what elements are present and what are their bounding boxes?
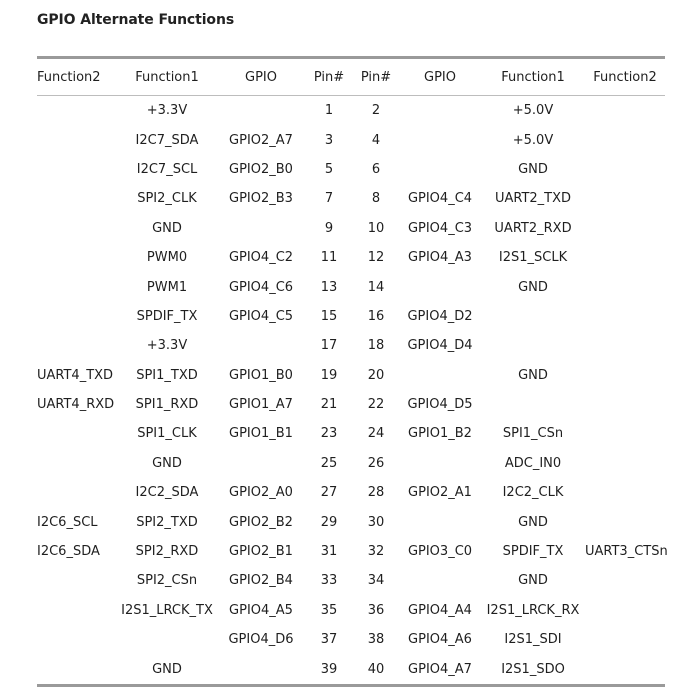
cell-function2-right [585,419,665,448]
cell-pin-right: 12 [367,250,385,266]
cell-function2-left [37,419,117,448]
cell-function2-left [37,331,117,360]
cell-pin-left: 39 [320,661,338,677]
table-row [37,625,665,654]
cell-function1-left: SPI2_RXD [135,544,199,560]
cell-function2-left [37,654,117,685]
cell-function2-right [585,184,665,213]
cell-pin-right: 20 [367,367,385,383]
cell-pin-right: 14 [367,279,385,295]
table-body [37,96,668,686]
table-row [37,507,665,536]
cell-pin-left: 5 [324,161,334,177]
cell-function2-right [585,478,665,507]
cell-pin-left: 33 [320,573,338,589]
cell-gpio-left: GPIO4_D6 [228,632,294,648]
cell-function1-right: GND [518,279,548,295]
cell-function2-right [585,449,665,478]
table-row [37,596,665,625]
cell-function2-left: UART4_TXD [37,367,114,383]
cell-function1-left: +3.3V [146,338,188,354]
cell-gpio-right: GPIO4_D5 [407,397,473,413]
cell-function1-right: I2C2_CLK [502,485,564,501]
header-function2-left: Function2 [37,58,117,96]
cell-pin-left: 1 [324,103,334,119]
cell-gpio-left [217,331,305,360]
cell-pin-right: 16 [367,308,385,324]
cell-pin-left: 21 [320,397,338,413]
cell-gpio-right: GPIO2_A1 [408,485,472,501]
cell-function2-right [585,243,665,272]
table-row [37,155,665,184]
cell-function1-left: SPI2_TXD [136,514,198,530]
cell-pin-right: 18 [367,338,385,354]
cell-gpio-right: GPIO4_A4 [408,602,472,618]
cell-pin-left: 17 [320,338,338,354]
cell-gpio-right [399,449,481,478]
cell-function1-left: SPI1_TXD [136,367,198,383]
cell-pin-right: 10 [367,220,385,236]
cell-pin-right: 32 [367,544,385,560]
table-row [37,478,665,507]
cell-function1-right [481,390,585,419]
cell-function1-left: +3.3V [146,103,188,119]
table-row [37,654,665,685]
table-row [37,184,665,213]
cell-function2-left [37,596,117,625]
cell-pin-left: 27 [320,485,338,501]
header-function1-right: Function1 [481,58,585,96]
cell-gpio-left: GPIO1_B1 [229,426,293,442]
cell-function2-left [37,214,117,243]
cell-function2-left [37,625,117,654]
cell-pin-left: 37 [320,632,338,648]
cell-gpio-right [399,507,481,536]
cell-function2-left [37,125,117,154]
cell-gpio-right: GPIO4_C3 [407,220,473,236]
cell-function2-left [37,243,117,272]
table-row [37,243,665,272]
cell-pin-left: 29 [320,514,338,530]
cell-pin-right: 40 [367,661,385,677]
header-gpio-left: GPIO [217,58,305,96]
cell-gpio-left: GPIO4_A5 [229,602,293,618]
cell-gpio-left: GPIO4_C2 [228,250,294,266]
header-function2-right: Function2 [585,58,665,96]
cell-function1-right: +5.0V [512,103,554,119]
cell-function1-left: I2S1_LRCK_TX [121,602,213,618]
cell-function1-right: GND [518,573,548,589]
cell-function2-left [37,566,117,595]
cell-function2-left: I2C6_SDA [37,544,100,560]
cell-gpio-right: GPIO4_A3 [408,250,472,266]
cell-gpio-left: GPIO4_C5 [228,308,294,324]
cell-pin-left: 13 [320,279,338,295]
table-row [37,125,665,154]
cell-function2-right [585,125,665,154]
cell-pin-right: 26 [367,455,385,471]
cell-function2-left: I2C6_SCL [37,514,98,530]
cell-function2-right [585,214,665,243]
table-row [37,331,665,360]
cell-pin-left: 9 [324,220,334,236]
cell-function2-left [37,478,117,507]
cell-function2-left [37,184,117,213]
cell-function2-right [585,654,665,685]
table-row [37,302,665,331]
cell-pin-left: 19 [320,367,338,383]
cell-gpio-right: GPIO4_A6 [408,632,472,648]
cell-gpio-left: GPIO2_B3 [229,191,293,207]
table-row [37,419,665,448]
cell-function2-right [585,566,665,595]
cell-gpio-right [399,361,481,390]
cell-function1-left: PWM0 [146,250,188,266]
cell-function2-right [585,96,665,126]
cell-pin-right: 8 [371,191,381,207]
cell-pin-right: 2 [371,103,381,119]
cell-function1-right: I2S1_SCLK [498,250,568,266]
table-row [37,272,665,301]
cell-function1-right: I2S1_LRCK_RX [486,602,580,618]
cell-function2-left [37,302,117,331]
cell-function2-right [585,596,665,625]
cell-function1-right: +5.0V [512,132,554,148]
cell-gpio-right: GPIO4_D4 [407,338,473,354]
cell-gpio-right: GPIO4_A7 [408,661,472,677]
header-pin-right: Pin# [353,58,399,96]
cell-function2-right [585,390,665,419]
cell-function1-right [481,302,585,331]
cell-pin-right: 36 [367,602,385,618]
cell-gpio-right: GPIO3_C0 [407,544,473,560]
cell-function1-left: SPI2_CSn [136,573,198,589]
cell-function1-left: GND [152,455,182,471]
cell-function1-left: SPI2_CLK [137,191,197,207]
cell-function2-right [585,155,665,184]
cell-pin-right: 28 [367,485,385,501]
cell-function2-right [585,272,665,301]
cell-pin-right: 22 [367,397,385,413]
cell-gpio-left: GPIO4_C6 [228,279,294,295]
cell-pin-right: 4 [371,132,381,148]
cell-function1-left: GND [152,220,182,236]
cell-function1-right: SPI1_CSn [502,426,564,442]
cell-function1-left: I2C7_SCL [136,161,198,177]
cell-gpio-left: GPIO2_B0 [229,161,293,177]
cell-gpio-right: GPIO1_B2 [408,426,472,442]
cell-function1-right: GND [518,367,548,383]
table-row [37,537,665,566]
cell-gpio-left [217,654,305,685]
cell-pin-left: 23 [320,426,338,442]
cell-function2-right [585,302,665,331]
cell-function1-right: I2S1_SDI [504,632,562,648]
cell-pin-right: 24 [367,426,385,442]
table-row [37,449,665,478]
cell-function1-left: SPI1_RXD [135,397,199,413]
cell-function2-right [585,361,665,390]
cell-function1-left [117,625,217,654]
cell-function2-right [585,507,665,536]
table-row [37,361,665,390]
cell-gpio-left: GPIO2_B4 [229,573,293,589]
page-title: GPIO Alternate Functions [37,12,235,28]
cell-gpio-left [217,96,305,126]
cell-pin-left: 11 [320,250,338,266]
header-gpio-right: GPIO [399,58,481,96]
cell-pin-left: 7 [324,191,334,207]
cell-gpio-left [217,449,305,478]
cell-gpio-right [399,96,481,126]
cell-gpio-right: GPIO4_D2 [407,308,473,324]
cell-gpio-left [217,214,305,243]
header-function1-left: Function1 [117,58,217,96]
cell-pin-left: 31 [320,544,338,560]
cell-function2-right: UART3_CTSn [585,544,668,560]
cell-gpio-left: GPIO2_B2 [229,514,293,530]
cell-gpio-left: GPIO2_B1 [229,544,293,560]
cell-gpio-right [399,125,481,154]
table-row [37,566,665,595]
cell-pin-right: 38 [367,632,385,648]
cell-gpio-left: GPIO1_B0 [229,367,293,383]
table-row [37,390,665,419]
header-pin-left: Pin# [305,58,353,96]
cell-pin-right: 6 [371,161,381,177]
cell-function2-right [585,625,665,654]
cell-function1-left: I2C2_SDA [135,485,199,501]
cell-pin-left: 25 [320,455,338,471]
cell-gpio-left: GPIO2_A7 [229,132,293,148]
cell-function2-left [37,96,117,126]
cell-function1-left: PWM1 [146,279,188,295]
cell-function2-right [585,331,665,360]
table-row [37,214,665,243]
cell-function2-left [37,272,117,301]
cell-gpio-right [399,566,481,595]
cell-gpio-right: GPIO4_C4 [407,191,473,207]
cell-function1-left: SPI1_CLK [137,426,197,442]
cell-pin-right: 30 [367,514,385,530]
cell-function1-left: I2C7_SDA [135,132,199,148]
cell-function1-right: ADC_IN0 [504,455,562,471]
cell-function1-right: I2S1_SDO [501,661,565,677]
cell-gpio-right [399,272,481,301]
cell-function1-right: SPDIF_TX [502,544,564,560]
gpio-function-table [37,56,668,687]
cell-gpio-left: GPIO2_A0 [229,485,293,501]
header-row [37,58,665,96]
table-row [37,96,665,126]
cell-pin-left: 15 [320,308,338,324]
cell-pin-left: 3 [324,132,334,148]
cell-gpio-right [399,155,481,184]
cell-function1-right: GND [518,161,548,177]
cell-function2-left [37,155,117,184]
cell-function1-left: GND [152,661,182,677]
cell-pin-left: 35 [320,602,338,618]
cell-function1-left: SPDIF_TX [136,308,198,324]
cell-function2-left [37,449,117,478]
cell-function1-right [481,331,585,360]
cell-pin-right: 34 [367,573,385,589]
cell-function1-right: UART2_TXD [494,191,572,207]
cell-function2-left: UART4_RXD [37,397,115,413]
cell-function1-right: GND [518,514,548,530]
cell-function1-right: UART2_RXD [494,220,572,236]
cell-gpio-left: GPIO1_A7 [229,397,293,413]
